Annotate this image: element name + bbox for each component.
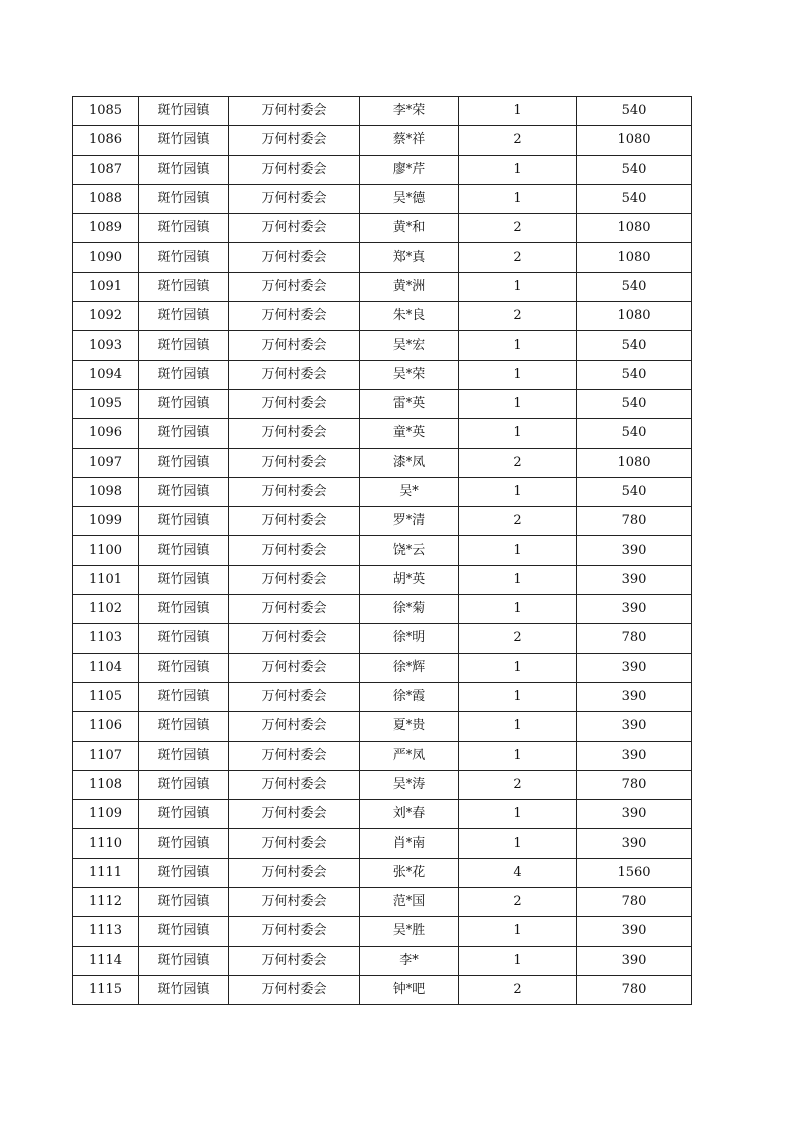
village-committee-cell: 万何村委会 [229,653,360,682]
person-count-cell: 2 [459,448,577,477]
amount-cell: 390 [577,741,692,770]
name-cell: 徐*菊 [360,595,459,624]
person-count-cell: 1 [459,595,577,624]
row-number-cell: 1087 [73,155,139,184]
row-number-cell: 1103 [73,624,139,653]
name-cell: 李*荣 [360,97,459,126]
town-cell: 斑竹园镇 [139,243,229,272]
name-cell: 吴* [360,477,459,506]
amount-cell: 540 [577,477,692,506]
amount-cell: 1080 [577,126,692,155]
town-cell: 斑竹园镇 [139,272,229,301]
village-committee-cell: 万何村委会 [229,946,360,975]
row-number-cell: 1110 [73,829,139,858]
name-cell: 刘*春 [360,800,459,829]
village-committee-cell: 万何村委会 [229,331,360,360]
village-committee-cell: 万何村委会 [229,858,360,887]
row-number-cell: 1099 [73,507,139,536]
table-row [73,126,692,155]
amount-cell: 1080 [577,448,692,477]
name-cell: 朱*良 [360,302,459,331]
town-cell: 斑竹园镇 [139,214,229,243]
person-count-cell: 1 [459,800,577,829]
row-number-cell: 1092 [73,302,139,331]
town-cell: 斑竹园镇 [139,682,229,711]
row-number-cell: 1105 [73,682,139,711]
name-cell: 徐*霞 [360,682,459,711]
name-cell: 钟*吧 [360,975,459,1004]
amount-cell: 540 [577,97,692,126]
town-cell: 斑竹园镇 [139,155,229,184]
person-count-cell: 1 [459,155,577,184]
name-cell: 漆*凤 [360,448,459,477]
name-cell: 罗*清 [360,507,459,536]
table-row [73,682,692,711]
town-cell: 斑竹园镇 [139,565,229,594]
amount-cell: 1080 [577,243,692,272]
person-count-cell: 1 [459,741,577,770]
table-row [73,507,692,536]
row-number-cell: 1106 [73,712,139,741]
person-count-cell: 2 [459,975,577,1004]
name-cell: 严*凤 [360,741,459,770]
amount-cell: 780 [577,975,692,1004]
amount-cell: 540 [577,272,692,301]
person-count-cell: 1 [459,419,577,448]
person-count-cell: 1 [459,184,577,213]
table-row [73,477,692,506]
name-cell: 黄*洲 [360,272,459,301]
person-count-cell: 2 [459,624,577,653]
person-count-cell: 1 [459,331,577,360]
name-cell: 夏*贵 [360,712,459,741]
amount-cell: 780 [577,770,692,799]
town-cell: 斑竹园镇 [139,946,229,975]
person-count-cell: 1 [459,917,577,946]
name-cell: 饶*云 [360,536,459,565]
name-cell: 吴*荣 [360,360,459,389]
row-number-cell: 1108 [73,770,139,799]
amount-cell: 540 [577,331,692,360]
village-committee-cell: 万何村委会 [229,624,360,653]
table-row [73,624,692,653]
village-committee-cell: 万何村委会 [229,272,360,301]
village-committee-cell: 万何村委会 [229,888,360,917]
person-count-cell: 2 [459,243,577,272]
person-count-cell: 1 [459,682,577,711]
amount-cell: 780 [577,888,692,917]
roster-table-body [73,97,692,1005]
town-cell: 斑竹园镇 [139,770,229,799]
amount-cell: 1560 [577,858,692,887]
row-number-cell: 1093 [73,331,139,360]
village-committee-cell: 万何村委会 [229,184,360,213]
amount-cell: 390 [577,682,692,711]
name-cell: 郑*真 [360,243,459,272]
name-cell: 张*花 [360,858,459,887]
table-row [73,800,692,829]
amount-cell: 540 [577,184,692,213]
town-cell: 斑竹园镇 [139,331,229,360]
table-row [73,419,692,448]
amount-cell: 1080 [577,302,692,331]
village-committee-cell: 万何村委会 [229,800,360,829]
town-cell: 斑竹园镇 [139,536,229,565]
table-row [73,858,692,887]
row-number-cell: 1113 [73,917,139,946]
table-row [73,595,692,624]
village-committee-cell: 万何村委会 [229,155,360,184]
amount-cell: 390 [577,829,692,858]
person-count-cell: 1 [459,946,577,975]
amount-cell: 390 [577,536,692,565]
village-committee-cell: 万何村委会 [229,565,360,594]
row-number-cell: 1089 [73,214,139,243]
amount-cell: 540 [577,155,692,184]
name-cell: 肖*南 [360,829,459,858]
amount-cell: 780 [577,624,692,653]
amount-cell: 390 [577,595,692,624]
row-number-cell: 1114 [73,946,139,975]
name-cell: 范*国 [360,888,459,917]
town-cell: 斑竹园镇 [139,712,229,741]
town-cell: 斑竹园镇 [139,741,229,770]
row-number-cell: 1112 [73,888,139,917]
town-cell: 斑竹园镇 [139,800,229,829]
person-count-cell: 1 [459,389,577,418]
town-cell: 斑竹园镇 [139,888,229,917]
row-number-cell: 1096 [73,419,139,448]
village-committee-cell: 万何村委会 [229,829,360,858]
table-row [73,272,692,301]
table-row [73,214,692,243]
village-committee-cell: 万何村委会 [229,536,360,565]
name-cell: 胡*英 [360,565,459,594]
name-cell: 雷*英 [360,389,459,418]
village-committee-cell: 万何村委会 [229,97,360,126]
amount-cell: 540 [577,389,692,418]
town-cell: 斑竹园镇 [139,389,229,418]
amount-cell: 390 [577,653,692,682]
person-count-cell: 2 [459,126,577,155]
row-number-cell: 1107 [73,741,139,770]
table-row [73,917,692,946]
name-cell: 蔡*祥 [360,126,459,155]
town-cell: 斑竹园镇 [139,302,229,331]
name-cell: 廖*芹 [360,155,459,184]
table-row [73,770,692,799]
row-number-cell: 1101 [73,565,139,594]
table-row [73,302,692,331]
person-count-cell: 4 [459,858,577,887]
name-cell: 吴*宏 [360,331,459,360]
table-row [73,360,692,389]
village-committee-cell: 万何村委会 [229,682,360,711]
village-committee-cell: 万何村委会 [229,741,360,770]
amount-cell: 540 [577,419,692,448]
town-cell: 斑竹园镇 [139,419,229,448]
person-count-cell: 2 [459,770,577,799]
town-cell: 斑竹园镇 [139,126,229,155]
amount-cell: 390 [577,800,692,829]
village-committee-cell: 万何村委会 [229,214,360,243]
table-row [73,536,692,565]
person-count-cell: 2 [459,302,577,331]
row-number-cell: 1085 [73,97,139,126]
table-row [73,97,692,126]
table-row [73,888,692,917]
person-count-cell: 1 [459,653,577,682]
amount-cell: 390 [577,712,692,741]
town-cell: 斑竹园镇 [139,360,229,389]
row-number-cell: 1090 [73,243,139,272]
village-committee-cell: 万何村委会 [229,507,360,536]
name-cell: 吴*涛 [360,770,459,799]
amount-cell: 390 [577,946,692,975]
table-row [73,184,692,213]
village-committee-cell: 万何村委会 [229,243,360,272]
amount-cell: 390 [577,565,692,594]
amount-cell: 390 [577,917,692,946]
person-count-cell: 1 [459,712,577,741]
village-committee-cell: 万何村委会 [229,770,360,799]
name-cell: 童*英 [360,419,459,448]
amount-cell: 1080 [577,214,692,243]
town-cell: 斑竹园镇 [139,624,229,653]
name-cell: 李* [360,946,459,975]
row-number-cell: 1095 [73,389,139,418]
table-row [73,448,692,477]
row-number-cell: 1098 [73,477,139,506]
village-committee-cell: 万何村委会 [229,477,360,506]
row-number-cell: 1086 [73,126,139,155]
person-count-cell: 1 [459,272,577,301]
village-committee-cell: 万何村委会 [229,389,360,418]
person-count-cell: 1 [459,360,577,389]
person-count-cell: 1 [459,829,577,858]
row-number-cell: 1094 [73,360,139,389]
village-committee-cell: 万何村委会 [229,126,360,155]
table-row [73,565,692,594]
town-cell: 斑竹园镇 [139,595,229,624]
table-row [73,653,692,682]
village-committee-cell: 万何村委会 [229,419,360,448]
table-row [73,829,692,858]
town-cell: 斑竹园镇 [139,448,229,477]
person-count-cell: 2 [459,214,577,243]
table-row [73,243,692,272]
row-number-cell: 1088 [73,184,139,213]
person-count-cell: 1 [459,97,577,126]
town-cell: 斑竹园镇 [139,184,229,213]
person-count-cell: 1 [459,477,577,506]
village-committee-cell: 万何村委会 [229,448,360,477]
row-number-cell: 1091 [73,272,139,301]
village-committee-cell: 万何村委会 [229,917,360,946]
row-number-cell: 1104 [73,653,139,682]
town-cell: 斑竹园镇 [139,507,229,536]
amount-cell: 540 [577,360,692,389]
village-committee-cell: 万何村委会 [229,975,360,1004]
person-count-cell: 1 [459,536,577,565]
amount-cell: 780 [577,507,692,536]
village-committee-cell: 万何村委会 [229,712,360,741]
person-count-cell: 2 [459,888,577,917]
row-number-cell: 1097 [73,448,139,477]
table-row [73,712,692,741]
name-cell: 徐*辉 [360,653,459,682]
name-cell: 吴*胜 [360,917,459,946]
town-cell: 斑竹园镇 [139,97,229,126]
village-committee-cell: 万何村委会 [229,360,360,389]
row-number-cell: 1111 [73,858,139,887]
name-cell: 吴*德 [360,184,459,213]
village-committee-cell: 万何村委会 [229,595,360,624]
town-cell: 斑竹园镇 [139,858,229,887]
town-cell: 斑竹园镇 [139,653,229,682]
name-cell: 黄*和 [360,214,459,243]
person-count-cell: 2 [459,507,577,536]
town-cell: 斑竹园镇 [139,917,229,946]
name-cell: 徐*明 [360,624,459,653]
row-number-cell: 1100 [73,536,139,565]
table-row [73,741,692,770]
table-row [73,389,692,418]
roster-table [72,96,692,1005]
table-row [73,975,692,1004]
row-number-cell: 1102 [73,595,139,624]
row-number-cell: 1109 [73,800,139,829]
table-row [73,331,692,360]
row-number-cell: 1115 [73,975,139,1004]
table-row [73,946,692,975]
table-row [73,155,692,184]
town-cell: 斑竹园镇 [139,975,229,1004]
person-count-cell: 1 [459,565,577,594]
town-cell: 斑竹园镇 [139,829,229,858]
village-committee-cell: 万何村委会 [229,302,360,331]
town-cell: 斑竹园镇 [139,477,229,506]
